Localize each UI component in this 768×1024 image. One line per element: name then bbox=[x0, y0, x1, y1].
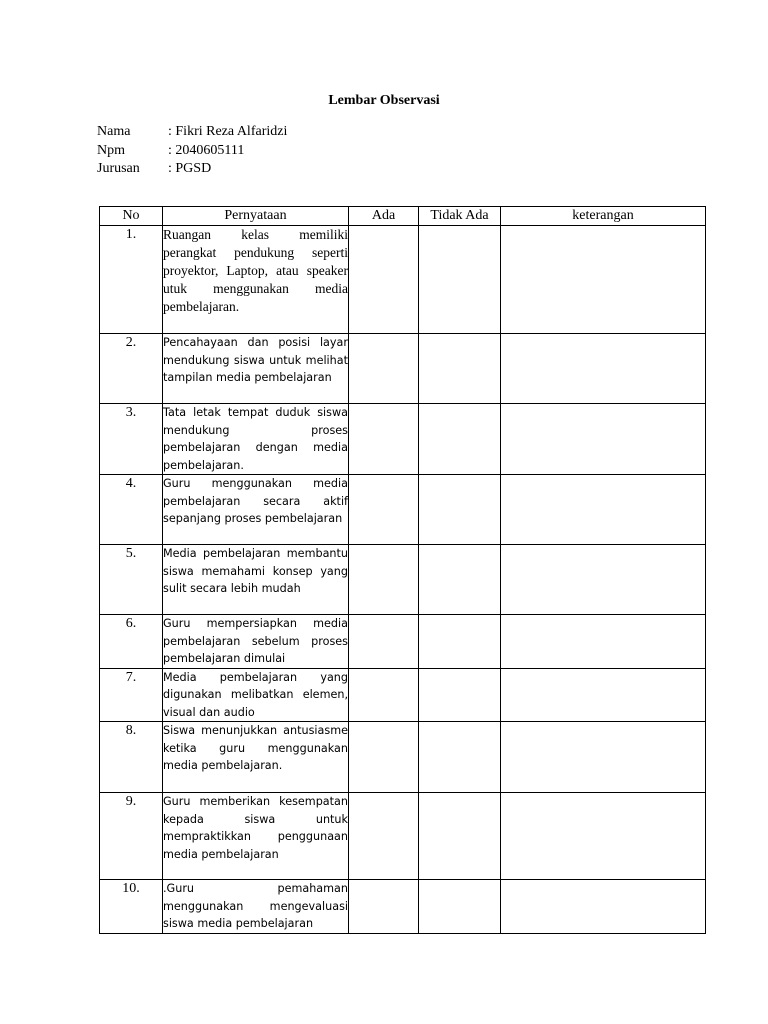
row-number: 1. bbox=[100, 226, 163, 334]
info-value-jurusan: : PGSD bbox=[168, 161, 212, 176]
row-statement: Pencahayaan dan posisi layar mendukung siswa untuk melihat tampilan media pembelajaran bbox=[163, 334, 349, 404]
table-row bbox=[100, 545, 706, 615]
cell-keterangan[interactable] bbox=[501, 668, 706, 722]
table-row bbox=[100, 793, 706, 880]
row-statement: Media pembelajaran yang digunakan melibatkan elemen, visual dan audio bbox=[163, 668, 349, 722]
row-statement: Siswa menunjukkan antusiasme ketika guru menggunakan media pembelajaran. bbox=[163, 722, 349, 793]
row-number: 2. bbox=[100, 334, 163, 404]
header-pernyataan: Pernyataan bbox=[163, 207, 349, 226]
row-statement: Tata letak tempat duduk siswa mendukung proses pembelajaran dengan media pembelajaran. bbox=[163, 404, 349, 475]
row-number: 5. bbox=[100, 545, 163, 615]
cell-tidak-ada[interactable] bbox=[419, 880, 501, 934]
cell-ada[interactable] bbox=[349, 880, 419, 934]
table-row bbox=[100, 722, 706, 793]
table-header-row bbox=[100, 207, 706, 226]
header-no: No bbox=[100, 207, 163, 226]
row-number: 6. bbox=[100, 615, 163, 669]
table-row bbox=[100, 615, 706, 669]
row-statement: Ruangan kelas memiliki perangkat pendukung seperti proyektor, Laptop, atau speaker utuk menggunakan media pembelajaran. bbox=[163, 226, 349, 334]
row-statement: Guru menggunakan media pembelajaran secara aktif sepanjang proses pembelajaran bbox=[163, 475, 349, 545]
cell-keterangan[interactable] bbox=[501, 475, 706, 545]
info-label-jurusan: Jurusan bbox=[97, 161, 140, 176]
row-number: 8. bbox=[100, 722, 163, 793]
table-row bbox=[100, 226, 706, 334]
row-statement: Guru mempersiapkan media pembelajaran sebelum proses pembelajaran dimulai bbox=[163, 615, 349, 669]
cell-tidak-ada[interactable] bbox=[419, 722, 501, 793]
cell-keterangan[interactable] bbox=[501, 404, 706, 475]
cell-keterangan[interactable] bbox=[501, 880, 706, 934]
row-number: 7. bbox=[100, 668, 163, 722]
cell-ada[interactable] bbox=[349, 793, 419, 880]
table-row bbox=[100, 334, 706, 404]
cell-tidak-ada[interactable] bbox=[419, 668, 501, 722]
row-number: 3. bbox=[100, 404, 163, 475]
cell-tidak-ada[interactable] bbox=[419, 475, 501, 545]
info-value-nama: : Fikri Reza Alfaridzi bbox=[168, 124, 288, 139]
cell-tidak-ada[interactable] bbox=[419, 404, 501, 475]
cell-keterangan[interactable] bbox=[501, 545, 706, 615]
table-row bbox=[100, 475, 706, 545]
info-value-npm: : 2040605111 bbox=[168, 142, 245, 158]
document-title: Lembar Observasi bbox=[328, 93, 440, 108]
cell-ada[interactable] bbox=[349, 545, 419, 615]
cell-ada[interactable] bbox=[349, 334, 419, 404]
row-number: 4. bbox=[100, 475, 163, 545]
row-statement: .Guru pemahaman menggunakan mengevaluasi siswa media pembelajaran bbox=[163, 880, 349, 934]
cell-keterangan[interactable] bbox=[501, 226, 706, 334]
cell-ada[interactable] bbox=[349, 615, 419, 669]
cell-ada[interactable] bbox=[349, 475, 419, 545]
cell-ada[interactable] bbox=[349, 722, 419, 793]
cell-ada[interactable] bbox=[349, 668, 419, 722]
table-row bbox=[100, 880, 706, 934]
cell-tidak-ada[interactable] bbox=[419, 226, 501, 334]
header-tidak-ada: Tidak Ada bbox=[419, 207, 501, 226]
info-row-npm bbox=[97, 142, 287, 161]
info-block bbox=[97, 123, 287, 179]
cell-keterangan[interactable] bbox=[501, 334, 706, 404]
cell-tidak-ada[interactable] bbox=[419, 334, 501, 404]
cell-ada[interactable] bbox=[349, 226, 419, 334]
cell-tidak-ada[interactable] bbox=[419, 545, 501, 615]
row-statement: Media pembelajaran membantu siswa memahami konsep yang sulit secara lebih mudah bbox=[163, 545, 349, 615]
cell-tidak-ada[interactable] bbox=[419, 615, 501, 669]
info-label-nama: Nama bbox=[97, 124, 131, 139]
cell-ada[interactable] bbox=[349, 404, 419, 475]
row-number: 9. bbox=[100, 793, 163, 880]
table-row bbox=[100, 404, 706, 475]
cell-tidak-ada[interactable] bbox=[419, 793, 501, 880]
row-number: 10. bbox=[100, 880, 163, 934]
info-row-jurusan bbox=[97, 160, 287, 179]
header-ada: Ada bbox=[349, 207, 419, 226]
observation-table bbox=[99, 206, 706, 934]
row-statement: Guru memberikan kesempatan kepada siswa untuk mempraktikkan penggunaan media pembelajaran bbox=[163, 793, 349, 880]
table-row bbox=[100, 668, 706, 722]
info-row-nama bbox=[97, 123, 287, 142]
info-label-npm: Npm bbox=[97, 142, 125, 158]
cell-keterangan[interactable] bbox=[501, 793, 706, 880]
header-keterangan: keterangan bbox=[501, 207, 706, 226]
cell-keterangan[interactable] bbox=[501, 615, 706, 669]
cell-keterangan[interactable] bbox=[501, 722, 706, 793]
